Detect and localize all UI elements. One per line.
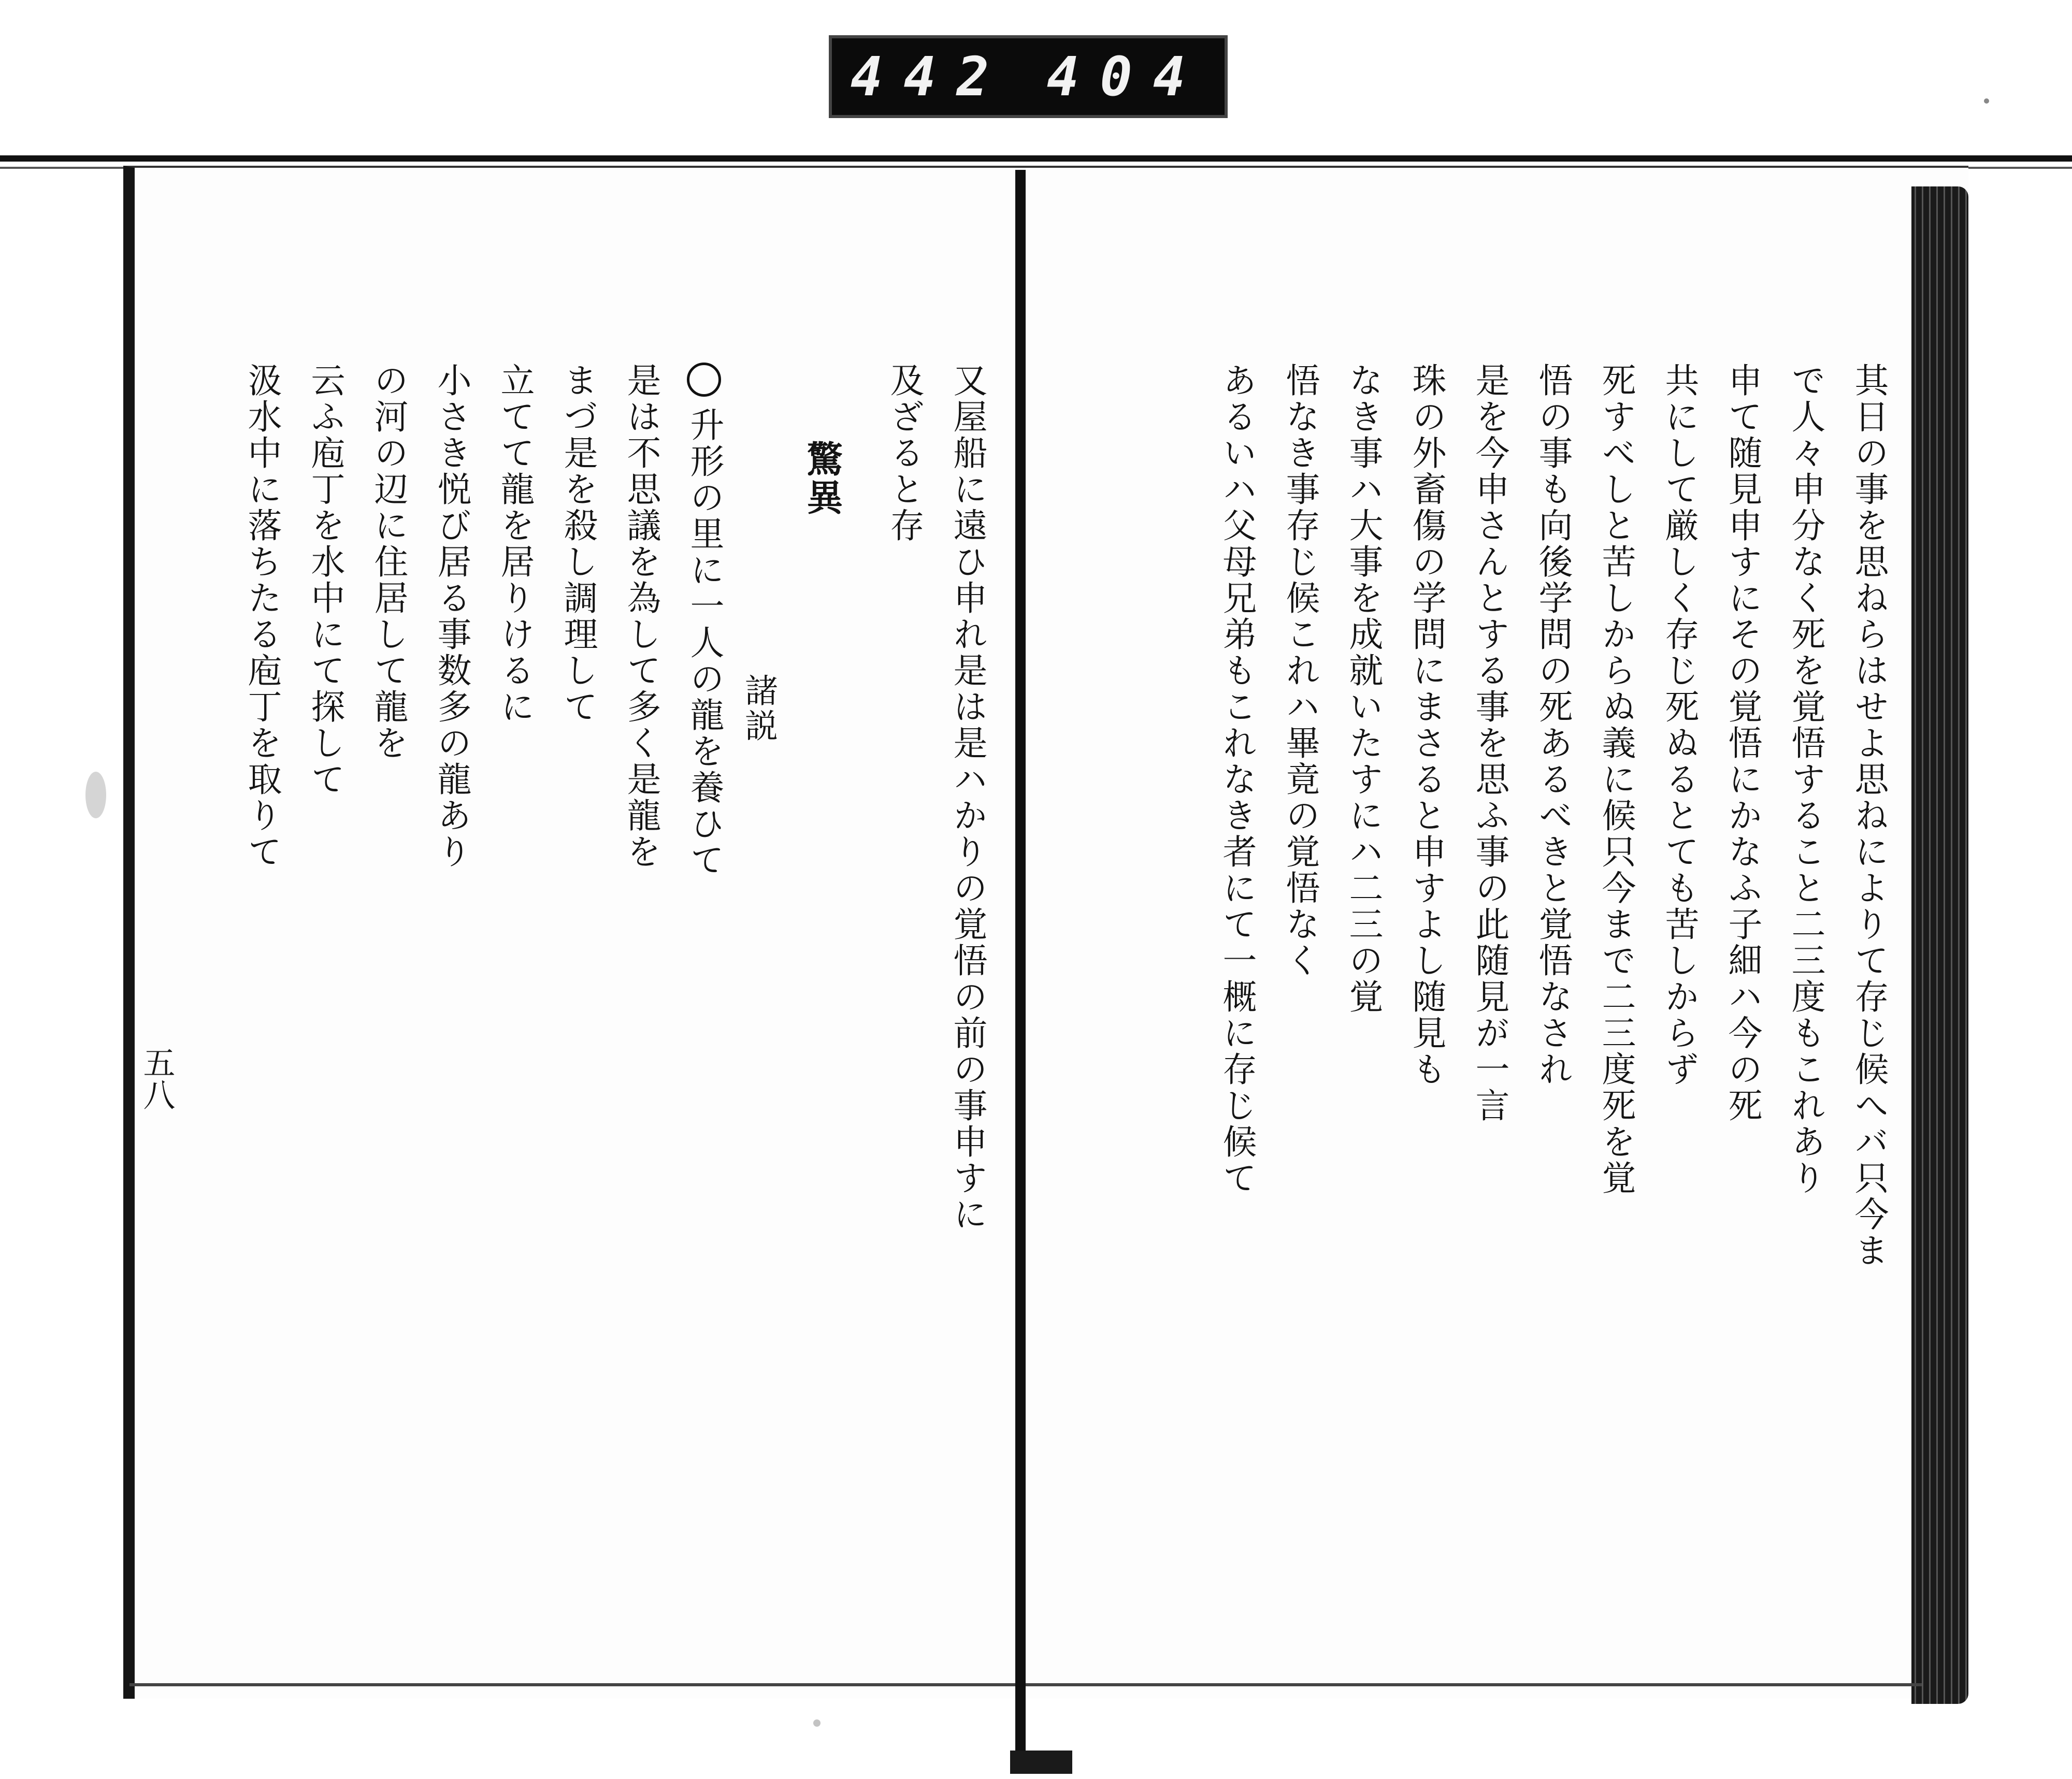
text-column: 其日の事を思ねらはせよ思ねによりて存じ候へバ只今ま: [1849, 363, 1889, 1269]
book-bottom-edge: [130, 1683, 1922, 1686]
text-column: 悟なき事存じ候これハ畢竟の覚悟なく: [1280, 363, 1320, 979]
text-column: 及ざると存: [884, 363, 924, 544]
text-column: 小さき悦び居る事数多の龍あり: [431, 363, 471, 870]
text-column: 又屋船に遠ひ申れ是は是ハかりの覚悟の前の事申すに: [947, 363, 987, 1233]
text-column: 悟の事も向後学問の死あるべきと覚悟なされ: [1533, 363, 1573, 1088]
page-edges: [1911, 186, 1968, 1704]
scan-speck: [813, 1719, 821, 1727]
right-page-columns: [1067, 363, 1889, 1564]
text-column: [684, 363, 724, 1564]
left-page: [186, 363, 987, 1564]
text-column: 死すべしと苦しからぬ義に候只今まで二三度死を覚: [1596, 363, 1636, 1196]
text-column: 申て随見申すにその覚悟にかなふ子細ハ今の死: [1722, 363, 1762, 1124]
text-column: で人々申分なく死を覚悟すること二三度もこれあり: [1786, 363, 1825, 1196]
right-page: [1067, 363, 1889, 1564]
book-gutter: [1015, 170, 1026, 1765]
text-column: 云ふ庖丁を水中にて探して: [305, 363, 345, 798]
text-column: 珠の外畜傷の学問にまさると申すよし随見も: [1406, 363, 1446, 1088]
gutter-foot: [1010, 1751, 1072, 1774]
section-subheading: 諸説: [739, 673, 778, 744]
frame-counter-label: [829, 35, 1228, 118]
scan-speck: [85, 772, 106, 818]
frame-number-left: 442: [850, 45, 1010, 108]
frame-number-right: 404: [1046, 45, 1206, 108]
section-heading: 驚異: [801, 440, 844, 517]
text-column: まづ是を殺し調理して: [558, 363, 598, 725]
section-circle-mark: [687, 363, 721, 397]
text-column: 汲水中に落ちたる庖丁を取りて: [242, 363, 282, 870]
text-column: 共にして厳しく存じ死ぬるとても苦しからず: [1659, 363, 1699, 1088]
text-column: なき事ハ大事を成就いたすにハ二三の覚: [1343, 363, 1383, 1015]
scan-top-rule: [0, 155, 2072, 162]
text-column: の河の辺に住居して龍を: [368, 363, 408, 761]
text-column: あるいハ父母兄弟もこれなき者にて一概に存じ候て: [1217, 363, 1257, 1196]
scan-speck: [1984, 98, 1989, 104]
page-number: 五八: [138, 1046, 176, 1110]
text-column: 立てて龍を居りけるに: [495, 363, 535, 725]
text-column: 是は不思議を為して多く是龍を: [621, 363, 661, 870]
left-page-columns: [186, 363, 987, 1564]
text-column-body: 升形の里に一人の龍を養ひて: [684, 407, 724, 878]
text-column: 是を今申さんとする事を思ふ事の此随見が一言: [1470, 363, 1509, 1124]
